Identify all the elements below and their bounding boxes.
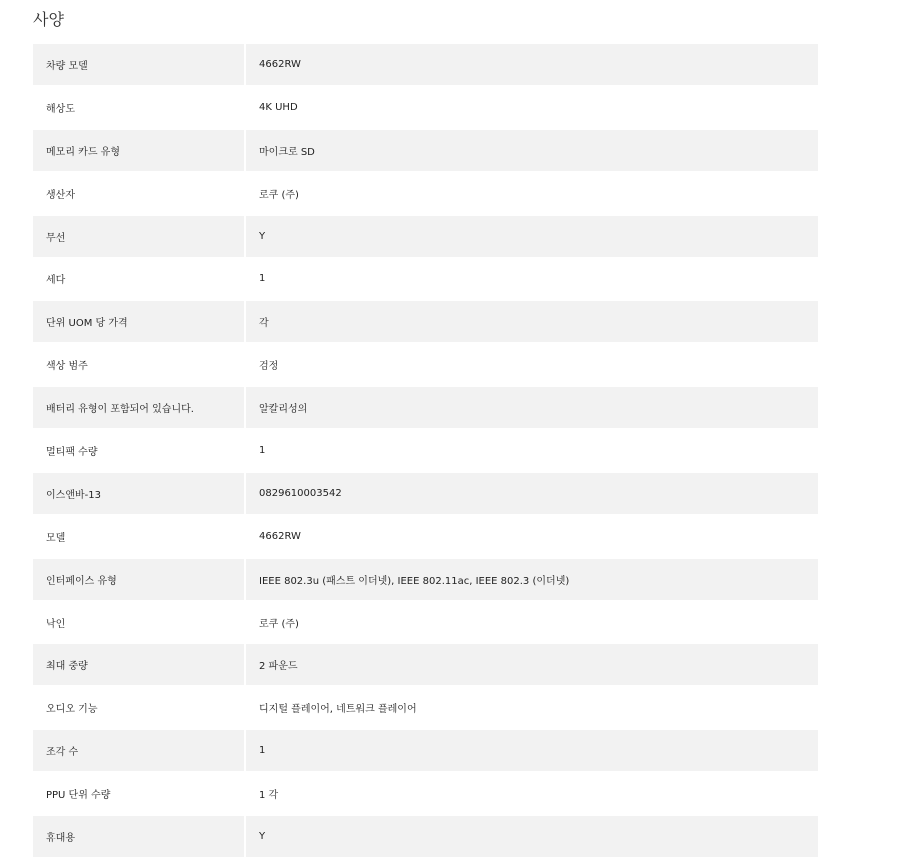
spec-label: 오디오 기능 [46,704,98,716]
spec-label: 해상도 [46,103,75,115]
spec-row [33,344,818,385]
spec-row [33,559,818,600]
spec-label: 휴대용 [33,816,244,857]
spec-value: IEEE 802.3u (패스트 이더넷), IEEE 802.11ac, IEEE 802.3 (이더넷) [246,559,818,600]
spec-row [33,644,818,685]
spec-value: Y [246,816,818,857]
spec-row [33,430,818,471]
spec-row [33,258,818,299]
spec-label: 최대 중량 [33,644,244,685]
spec-value: 로쿠 (주) [259,618,299,630]
spec-value: 알칼리성의 [246,387,818,428]
spec-label: 생산자 [46,189,75,201]
spec-value: 2 파운드 [246,644,818,685]
spec-row [33,301,818,342]
spec-label: 무선 [33,216,244,257]
spec-row [33,173,818,214]
spec-value: 1 [259,273,266,285]
spec-row [33,87,818,128]
spec-label: 배터리 유형이 포함되어 있습니다. [33,387,244,428]
spec-value: 로쿠 (주) [259,189,299,201]
spec-label: 조각 수 [33,730,244,771]
spec-row [33,44,818,85]
spec-value: 마이크로 SD [246,130,818,171]
spec-label: 색상 범주 [46,361,88,373]
spec-label: 이스앤바-13 [33,473,244,514]
spec-row [33,602,818,643]
spec-label: 메모리 카드 유형 [33,130,244,171]
spec-value: Y [246,216,818,257]
spec-value: 0829610003542 [246,473,818,514]
spec-value: 4662RW [259,530,301,542]
spec-label: PPU 단위 수량 [46,790,111,802]
spec-row [33,816,818,857]
spec-value: 1 각 [259,790,279,802]
spec-row [33,130,818,171]
spec-row [33,773,818,814]
spec-row [33,473,818,514]
spec-row [33,516,818,557]
spec-label: 차량 모델 [33,44,244,85]
spec-row [33,387,818,428]
spec-value: 4662RW [246,44,818,85]
spec-label: 인터페이스 유형 [33,559,244,600]
spec-value: 검정 [259,361,279,373]
spec-label: 낙인 [46,618,66,630]
spec-label: 단위 UOM 당 가격 [33,301,244,342]
spec-label: 모델 [46,532,66,544]
spec-value: 1 [246,730,818,771]
section-title: 사양 [33,10,64,29]
spec-value: 디지털 플레이어, 네트워크 플레이어 [259,704,417,716]
spec-value: 1 [259,445,266,457]
spec-row [33,216,818,257]
spec-value: 4K UHD [259,101,298,113]
spec-label: 멀티팩 수량 [46,447,98,459]
spec-row [33,687,818,728]
spec-label: 세다 [46,275,66,287]
spec-table [33,44,818,859]
spec-value: 각 [246,301,818,342]
spec-row [33,730,818,771]
